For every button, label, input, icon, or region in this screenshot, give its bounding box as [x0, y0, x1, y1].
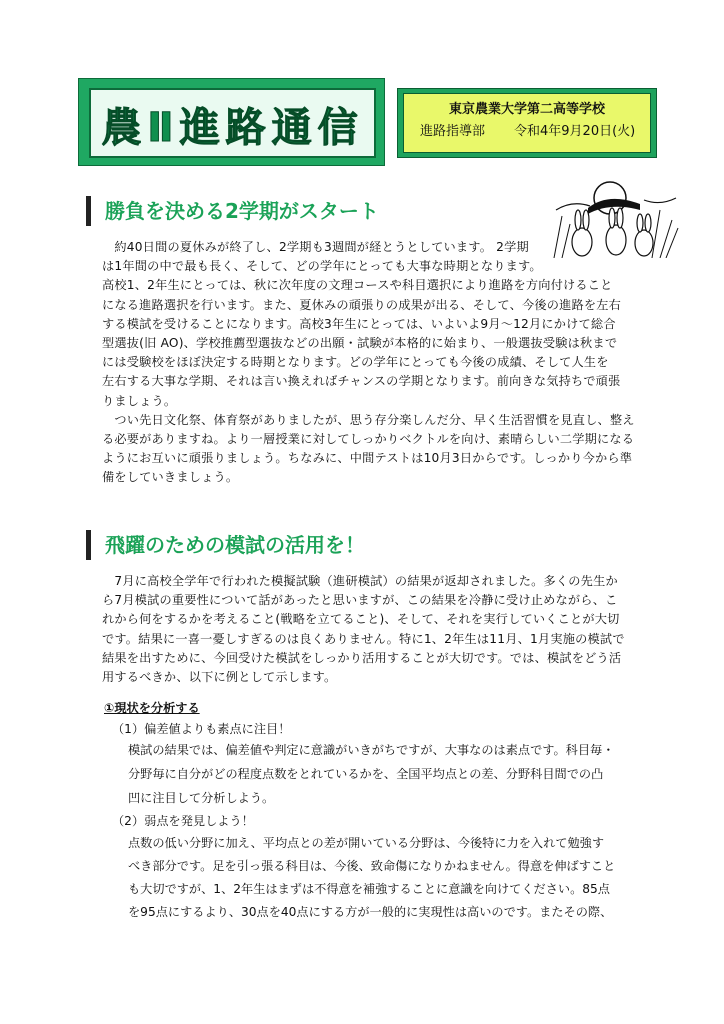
body-line: には受験校をほぼ決定する時期となります。どの学年にとっても今後の成績、そして人生を	[102, 355, 609, 370]
item2-line: も大切ですが、1、2年生はまずは不得意を補強することに意識を向けてください。85点	[128, 882, 610, 896]
item2-title: （2）弱点を発見しよう！	[112, 814, 254, 828]
body-line: る必要がありますね。より一層授業に対してしっかりベクトルを向け、素晴らしい二学期になる	[102, 432, 635, 447]
body-line: りましょう。	[102, 393, 177, 408]
school-info-box	[397, 88, 657, 158]
body-line: 高校1、2年生にとっては、秋に次年度の文理コースや科目選択により進路を方向付けること	[102, 278, 613, 293]
body-line: 備をしていきましょう。	[102, 470, 239, 485]
department-name: 進路指導部	[420, 124, 486, 139]
body-line: 左右する大事な学期、それは言い換えればチャンスの学期となります。前向きな気持ちで頑張	[102, 374, 621, 389]
point-heading-1: ①現状を分析する	[104, 701, 200, 715]
item1-line: 凹に注目して分析しよう。	[128, 791, 275, 805]
body-line: は1年間の中で最も長く、そして、どの学年にとっても大事な時期となります。	[102, 259, 542, 274]
section2-heading: 飛躍のための模試の活用を！	[86, 530, 365, 560]
body-line: ようにお互いに頑張りましょう。ちなみに、中間テストは10月3日からです。しっかり今から準	[102, 451, 633, 466]
body-line: になる進路選択を行います。また、夏休みの頑張りの成果が出る、そして、今後の進路を左右	[102, 297, 622, 312]
section1-body	[102, 238, 642, 488]
section2-body	[102, 572, 642, 687]
item2-line: べき部分です。足を引っ張る科目は、今後、致命傷になりかねません。得意を伸ばすこと	[128, 859, 616, 873]
body-line: する模試を受けることになります。高校3年生にとっては、いよいよ9月～12月にかけて総合	[102, 316, 616, 331]
masthead-inner-panel	[89, 88, 376, 158]
body-line: 用するべきか、以下に例として示します。	[102, 670, 337, 685]
body-line: です。結果に一喜一憂しすぎるのは良くありません。特に1、2年生は11月、1月実施の模試で	[102, 631, 625, 646]
section1-heading: 勝負を決める2学期がスタート	[86, 196, 379, 226]
item1-line: 模試の結果では、偏差値や判定に意識がいきがちですが、大事なのは素点です。科目毎・	[128, 743, 615, 757]
item2-line: 点数の低い分野に加え、平均点との差が開いている分野は、今後特に力を入れて勉強す	[128, 836, 605, 850]
body-line: 型選抜(旧 AO)、学校推薦型選抜などの出願・試験が本格的に始まり、一般選抜受験は秋まで	[102, 336, 618, 351]
item2-line: を95点にするより、30点を40点にする方が一般的に実現性は高いのです。またその際、	[128, 905, 613, 919]
masthead-banner	[78, 78, 385, 166]
body-line: 7月に高校全学年で行われた模擬試験（進研模試）の結果が返却されました。多くの先生か	[102, 574, 618, 588]
body-line: れから何をするかを考えること(戦略を立てること)、そして、それを実行していくことが大切	[102, 612, 620, 627]
masthead-title: 農Ⅱ進路通信	[101, 105, 364, 151]
body-line: 結果を出すために、今回受けた模試をしっかり活用することが大切です。では、模試をどう活	[102, 650, 622, 665]
school-name: 東京農業大学第二高等学校	[448, 102, 605, 117]
item1-title: （1）偏差値よりも素点に注目！	[112, 722, 291, 736]
school-info-inner	[403, 93, 651, 153]
body-line: つい先日文化祭、体育祭がありましたが、思う存分楽しんだ分、早く生活習慣を見直し、整え	[102, 412, 635, 427]
body-line: 約40日間の夏休みが終了し、2学期も3週間が経とうとしています。 2学期	[102, 240, 529, 254]
body-line: ら7月模試の重要性について話があったと思いますが、この結果を冷静に受け止めながら、こ	[102, 593, 618, 608]
issue-date: 令和4年9月20日(火)	[514, 124, 636, 139]
item1-line: 分野毎に自分がどの程度点数をとれているかを、全国平均点との差、分野科目間での凸	[128, 767, 604, 781]
